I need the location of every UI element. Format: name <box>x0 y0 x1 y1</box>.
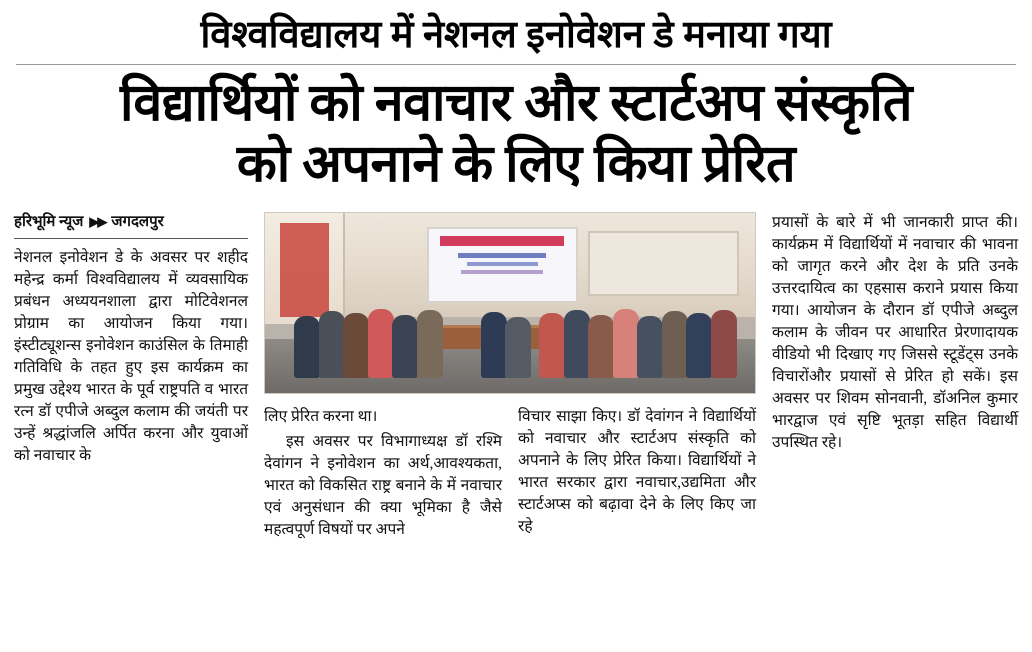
page-title <box>14 71 1018 196</box>
photo-person <box>711 310 737 378</box>
photo-block <box>264 212 756 544</box>
photo-screen-text-2 <box>467 262 538 266</box>
photo-person <box>505 317 531 379</box>
column-2-text-second: इस अवसर पर विभागाध्यक्ष डॉ रश्मि देवांगन ने इनोवेशन का अर्थ,आवश्यकता, भारत को विकसित राष्ट्र बनाने के में नवाचार एवं अनुसंधान की क्या भूमिका है जैसे महत्वपूर्ण विषयों पर अपने <box>264 432 503 538</box>
photo-person <box>686 313 712 378</box>
photo-person <box>368 309 394 378</box>
middle-columns <box>264 406 756 544</box>
photo-person <box>294 316 320 379</box>
column-4 <box>772 212 1018 457</box>
group-photo-national-innovation-day <box>264 212 756 394</box>
photo-person <box>613 309 639 378</box>
article-body <box>14 212 1018 544</box>
photo-person <box>539 313 565 378</box>
kicker-wrap <box>14 0 1018 56</box>
headline-line-2: को अपनाने के लिए किया प्रेरित <box>236 136 796 194</box>
photo-person <box>319 311 345 378</box>
column-2-text-first: लिए प्रेरित करना था। <box>264 407 378 425</box>
photo-person <box>343 313 369 378</box>
column-3 <box>518 406 756 544</box>
column-4-text: प्रयासों के बारे में भी जानकारी प्राप्त की। कार्यक्रम में विद्यार्थियों में नवाचार की भावना को जागृत करने और देश के प्रति उनके उत्तरदायित्व का एहसास कराने प्रयास किया गया। आयोजन के दौरान डॉ एपीजे अब्दुल कलाम के जीवन पर आधारित प्रेरणादायक वीडियो भी दिखाए गए जिससे स्टूडेंट्स उनके विचारोंऔर प्रयासों से प्रेरित हो सकें। इस अवसर पर शिवम सोनवानी, डॉअनिल कुमार भारद्वाज एवं सृष्टि भूतड़ा सहित विद्यार्थी उपस्थित रहे। <box>772 213 1018 451</box>
photo-person <box>481 312 507 378</box>
header-divider <box>16 64 1016 65</box>
photo-person <box>662 311 688 378</box>
photo-screen-banner <box>440 236 563 245</box>
column-1 <box>14 212 248 470</box>
column-1-text: नेशनल इनोवेशन डे के अवसर पर शहीद महेन्द्र कर्मा विश्वविद्यालय में व्यवसायिक प्रबंधन अध्ययनशाला द्वारा मोटिवेशनल प्रोग्राम का आयोजन किया गया। इंस्टीट्यूशन्स इनोवेशन काउंसिल के तिमाही गतिविधि के तहत हुए इस कार्यक्रम का प्रमुख उद्देश्य भारत के पूर्व राष्ट्रपति व भारत रत्न डॉ एपीजे अब्दुल कलाम की जयंती पर उन्हें श्रद्धांजलि अर्पित करना और युवाओं को नवाचार के <box>14 248 249 464</box>
photo-person <box>588 315 614 379</box>
byline-source: हरिभूमि न्यूज <box>14 213 84 230</box>
arrow-icon: ▶▶ <box>89 214 106 230</box>
photo-person <box>637 316 663 379</box>
column-3-text: विचार साझा किए। डॉ देवांगन ने विद्यार्थियों को नवाचार और स्टार्टअप संस्कृति को अपनाने के लिए प्रेरित किया। विद्यार्थियों ने भारत सरकार द्वारा नवाचार,उद्यमिता और स्टार्टअप्स को बढ़ावा देने के लिए किए जा रहे <box>518 407 757 535</box>
photo-person <box>392 315 418 379</box>
article-kicker: विश्वविद्यालय में नेशनल इनोवेशन डे मनाया गया <box>200 14 832 56</box>
byline-place: जगदलपुर <box>111 213 164 230</box>
photo-screen-text-1 <box>458 253 546 257</box>
byline <box>14 212 248 239</box>
photo-person <box>417 310 443 378</box>
column-2 <box>264 406 502 544</box>
headline-line-1: विद्यार्थियों को नवाचार और स्टार्टअप संस्कृति <box>119 74 913 132</box>
photo-person <box>564 310 590 378</box>
photo-crowd <box>265 270 755 378</box>
